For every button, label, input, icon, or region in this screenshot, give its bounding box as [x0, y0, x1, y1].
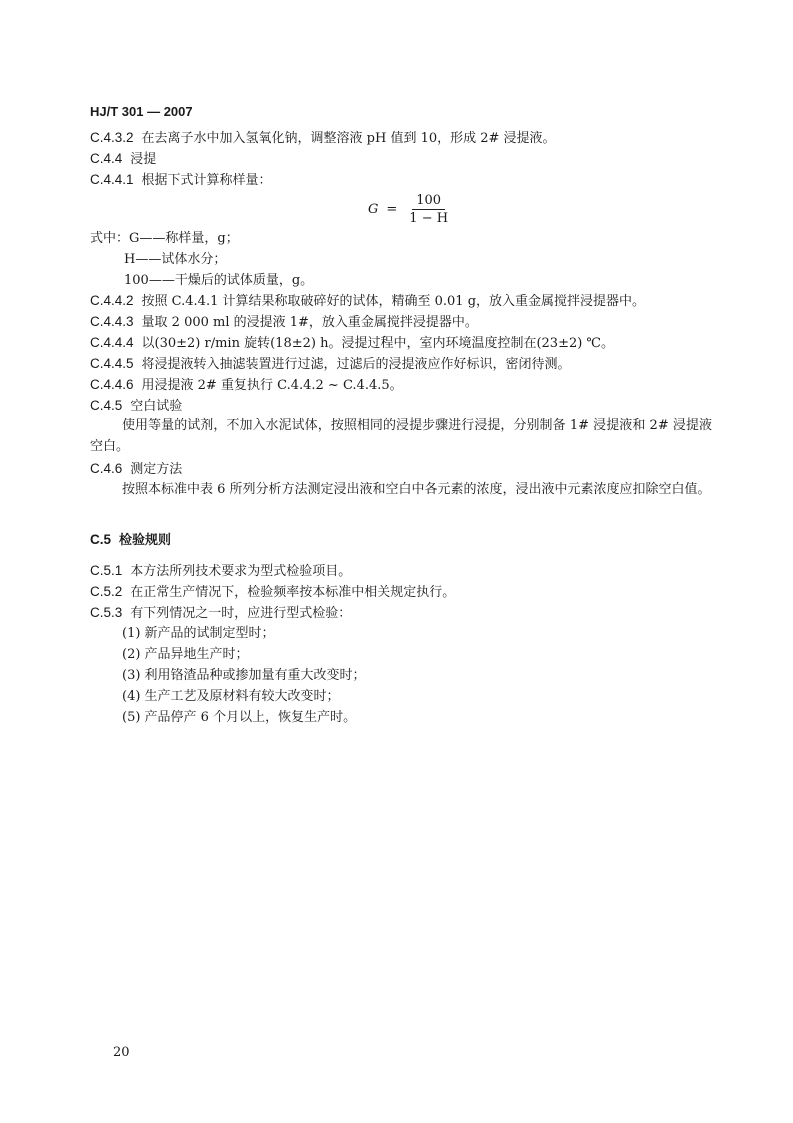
- where-line: 式中：G——称样量，g；: [90, 231, 239, 246]
- clause-line: [90, 128, 556, 149]
- section-heading-bold: [90, 530, 171, 551]
- blank-test-paragraph: 使用等量的试剂，不加入水泥试体，按照相同的浸提步骤进行浸提，分别制备 1# 浸提液和 2# 浸提液空白。: [90, 418, 712, 454]
- clause-text: 有下列情况之一时，应进行型式检验：: [130, 606, 352, 621]
- clause-text: 本方法所列技术要求为型式检验项目。: [130, 564, 352, 579]
- section-heading: [90, 459, 182, 480]
- section-heading: [90, 396, 182, 417]
- clause-line: [90, 312, 478, 333]
- clause-line: [90, 291, 645, 312]
- clause-text: 以(30±2) r/min 旋转(18±2) h。浸提过程中，室内环境温度控制在(23±2) ℃。: [141, 336, 614, 351]
- formula-equals: =: [386, 202, 398, 217]
- clause-text: 浸提: [130, 152, 157, 167]
- clause-line: [90, 561, 351, 582]
- measure-paragraph: 按照本标准中表 6 所列分析方法测定浸出液和空白中各元素的浓度，浸出液中元素浓度应扣除空白值。: [122, 482, 711, 497]
- clause-line: [90, 333, 614, 354]
- clause-number: C.4.4.2: [90, 293, 134, 308]
- clause-number: C.5.2: [90, 584, 123, 599]
- section-heading: [90, 149, 156, 170]
- clause-number: C.4.4.4: [90, 335, 134, 350]
- clause-text: 根据下式计算称样量：: [141, 173, 272, 188]
- clause-number: C.5: [90, 532, 112, 547]
- clause-line: [90, 582, 455, 603]
- clause-number: C.4.4.1: [90, 172, 134, 187]
- formula-fraction: [405, 193, 452, 226]
- clause-text: 用浸提液 2# 重复执行 C.4.4.2 ~ C.4.4.5。: [141, 378, 403, 393]
- clause-text: 在去离子水中加入氢氧化钠，调整溶液 pH 值到 10，形成 2# 浸提液。: [141, 131, 556, 146]
- clause-line: [90, 170, 272, 191]
- list-item: (2) 产品异地生产时；: [122, 647, 249, 662]
- clause-text: 在正常生产情况下，检验频率按本标准中相关规定执行。: [130, 585, 456, 600]
- list-item: (5) 产品停产 6 个月以上，恢复生产时。: [122, 710, 357, 725]
- formula-lhs: G: [368, 202, 379, 217]
- formula: [368, 193, 452, 226]
- clause-text: 将浸提液转入抽滤装置进行过滤，过滤后的浸提液应作好标识，密闭待测。: [141, 357, 571, 372]
- page-number: 20: [113, 1045, 130, 1060]
- clause-number: C.5.1: [90, 563, 123, 578]
- clause-number: C.4.3.2: [90, 130, 134, 145]
- clause-text: 检验规则: [119, 532, 172, 547]
- list-item: (3) 利用铬渣品种或掺加量有重大改变时；: [122, 668, 366, 683]
- clause-text: 空白试验: [130, 399, 183, 414]
- clause-line: [90, 603, 351, 624]
- clause-text: 量取 2 000 ml 的浸提液 1#，放入重金属搅拌浸提器中。: [141, 315, 478, 330]
- list-item: (1) 新产品的试制定型时；: [122, 626, 275, 641]
- clause-line: [90, 375, 403, 396]
- clause-line: [90, 354, 571, 375]
- clause-number: C.4.4.6: [90, 377, 134, 392]
- clause-number: C.4.4.3: [90, 314, 134, 329]
- clause-number: C.4.4.5: [90, 356, 134, 371]
- list-item: (4) 生产工艺及原材料有较大改变时；: [122, 689, 340, 704]
- clause-text: 测定方法: [130, 462, 183, 477]
- formula-numerator: 100: [412, 193, 445, 210]
- clause-text: 按照 C.4.4.1 计算结果称取破碎好的试体，精确至 0.01 g，放入重金属搅拌浸提器中。: [141, 294, 646, 309]
- clause-number: C.4.4: [90, 151, 123, 166]
- clause-number: C.4.5: [90, 398, 123, 413]
- where-line: 100——干燥后的试体质量，g。: [124, 273, 314, 288]
- standard-code-header: HJ/T 301 — 2007: [90, 104, 193, 119]
- clause-number: C.4.6: [90, 461, 123, 476]
- formula-denominator: 1 − H: [409, 211, 449, 226]
- where-line: H——试体水分；: [124, 252, 227, 267]
- clause-number: C.5.3: [90, 605, 123, 620]
